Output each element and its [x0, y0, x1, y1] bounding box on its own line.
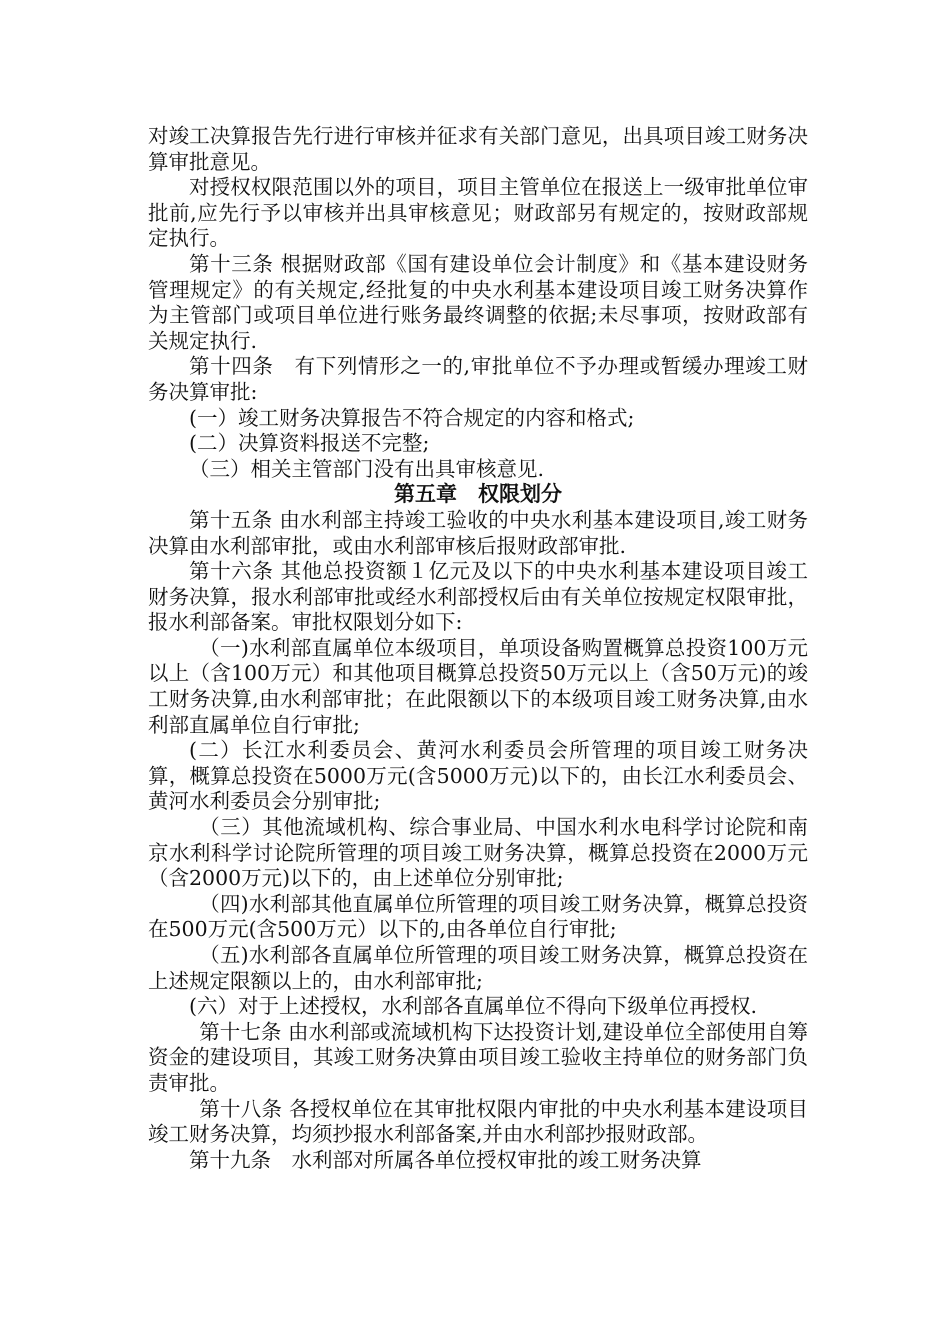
article-16-item-6: (六）对于上述授权，水利部各直属单位不得向下级单位再授权.	[189, 994, 758, 1019]
article-19: 第十九条 水利部对所属各单位授权审批的竣工财务决算	[189, 1147, 702, 1172]
paragraph-continuation: 对竣工决算报告先行进行审核并征求有关部门意见，出具项目竣工财务决算审批意见。	[148, 124, 808, 174]
article-15: 第十五条 由水利部主持竣工验收的中央水利基本建设项目,竣工财务决算由水利部审批，或由水利部审核后报财政部审批.	[148, 507, 808, 558]
article-16-item-3: （三）其他流域机构、综合事业局、中国水利水电科学讨论院和南京水利科学讨论院所管理的项目竣工财务决算，概算总投资在2000万元（含2000万元)以下的，由上述单位分别审批;	[148, 815, 808, 891]
article-17: 第十七条 由水利部或流域机构下达投资计划,建设单位全部使用自筹资金的建设项目，其竣工财务决算由项目竣工验收主持单位的财务部门负责审批。	[148, 1019, 808, 1095]
chapter-heading: 第五章 权限划分	[394, 482, 562, 507]
article-13: 第十三条 根据财政部《国有建设单位会计制度》和《基本建设财务管理规定》的有关规定,经批复的中央水利基本建设项目竣工财务决算作为主管部门或项目单位进行账务最终调整的依据;未尽事项，按财政部有关规定执行.	[148, 251, 808, 353]
article-18: 第十八条 各授权单位在其审批权限内审批的中央水利基本建设项目竣工财务决算，均须抄报水利部备案,并由水利部抄报财政部。	[148, 1096, 808, 1147]
article-16-item-5: （五)水利部各直属单位所管理的项目竣工财务决算，概算总投资在上述规定限额以上的，由水利部审批;	[148, 943, 808, 993]
article-14-item-1: (一）竣工财务决算报告不符合规定的内容和格式;	[189, 405, 635, 430]
article-16-item-4: （四)水利部其他直属单位所管理的项目竣工财务决算，概算总投资在500万元(含500万元）以下的,由各单位自行审批;	[148, 891, 808, 942]
paragraph-authority-scope: 对授权权限范围以外的项目，项目主管单位在报送上一级审批单位审批前,应先行予以审核并出具审核意见；财政部另有规定的，按财政部规定执行。	[148, 175, 808, 251]
article-14-item-2: (二）决算资料报送不完整;	[189, 431, 430, 456]
article-16-item-1: （一)水利部直属单位本级项目，单项设备购置概算总投资100万元以上（含100万元）和其他项目概算总投资50万元以上（含50万元)的竣工财务决算,由水利部审批；在此限额以下的本级项目竣工财务决算,由水利部直属单位自行审批;	[148, 635, 808, 737]
article-16: 第十六条 其他总投资额１亿元及以下的中央水利基本建设项目竣工财务决算，报水利部审批或经水利部授权后由有关单位按规定权限审批，报水利部备案。审批权限划分如下:	[148, 559, 808, 635]
article-16-item-2: (二）长江水利委员会、黄河水利委员会所管理的项目竣工财务决算，概算总投资在5000万元(含5000万元)以下的，由长江水利委员会、黄河水利委员会分别审批;	[148, 738, 808, 814]
article-14: 第十四条 有下列情形之一的,审批单位不予办理或暂缓办理竣工财务决算审批:	[148, 354, 808, 404]
document-page	[148, 124, 808, 1173]
article-14-item-3: （三）相关主管部门没有出具审核意见.	[189, 456, 545, 481]
